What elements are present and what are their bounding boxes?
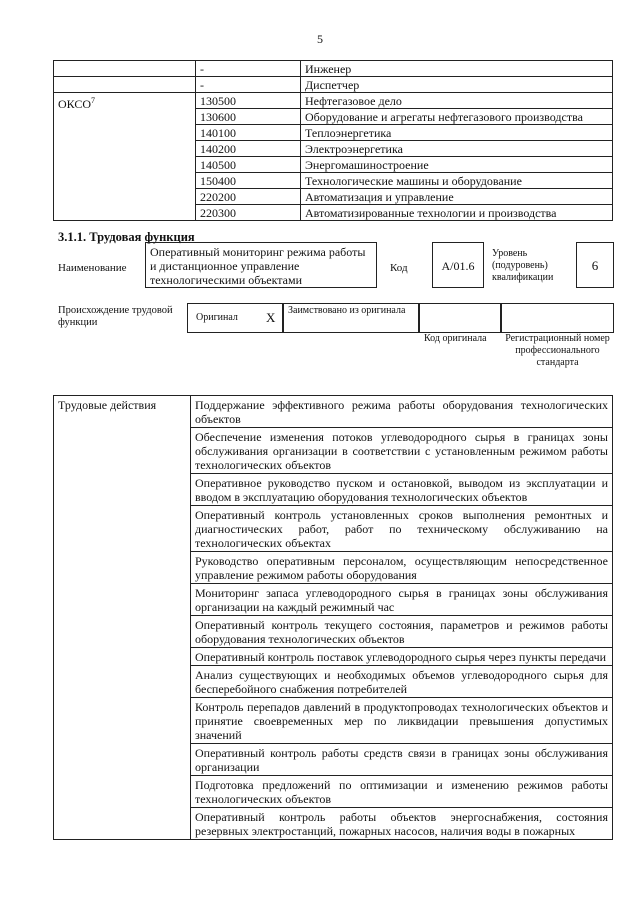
empty-cell <box>54 61 196 77</box>
okso-name: Оборудование и агрегаты нефтегазового производства <box>301 109 613 125</box>
okso-name: Диспетчер <box>301 77 613 93</box>
actions-table <box>53 395 613 840</box>
action-item: Оперативный контроль поставок углеводородного сырья через пункты передачи <box>191 648 613 666</box>
action-item: Руководство оперативным персоналом, осуществляющим непосредственное управление режимом работы оборудования <box>191 552 613 584</box>
original-mark: X <box>266 310 276 325</box>
action-row <box>54 396 613 428</box>
level-value: 6 <box>576 242 614 288</box>
level-label: Уровень (подуровень) квалификации <box>492 248 554 283</box>
okso-name: Нефтегазовое дело <box>301 93 613 109</box>
original-label: Оригинал <box>196 312 238 323</box>
action-item: Анализ существующих и необходимых объемов углеводородного сырья для бесперебойного снабжения потребителей <box>191 666 613 698</box>
okso-code: 140200 <box>196 141 301 157</box>
action-item: Контроль перепадов давлений в продуктопроводах технологических объектов и принятие своевременных мер по ликвидации превышения допустимых значений <box>191 698 613 744</box>
code-original-cell <box>419 303 501 333</box>
okso-name: Автоматизация и управление <box>301 189 613 205</box>
okso-code: 130600 <box>196 109 301 125</box>
action-item: Обеспечение изменения потоков углеводородного сырья в границах зоны обслуживания организации в соответствии с установленным режимом работы технологических объектов <box>191 428 613 474</box>
okso-name: Автоматизированные технологии и производства <box>301 205 613 221</box>
okso-code: 130500 <box>196 93 301 109</box>
action-item: Подготовка предложений по оптимизации и изменению режимов работы технологических объектов <box>191 776 613 808</box>
okso-pre-row <box>54 77 613 93</box>
okso-code: 220300 <box>196 205 301 221</box>
actions-label: Трудовые действия <box>54 396 191 840</box>
okso-code: - <box>196 77 301 93</box>
okso-code: 220200 <box>196 189 301 205</box>
code-original-caption: Код оригинала <box>424 333 487 344</box>
function-name-value: Оперативный мониторинг режима работы и дистанционное управление технологическими объектами <box>145 242 377 288</box>
function-code-value: А/01.6 <box>432 242 484 288</box>
action-item: Оперативный контроль работы средств связи в границах зоны обслуживания организации <box>191 744 613 776</box>
okso-code: 140100 <box>196 125 301 141</box>
okso-row <box>54 93 613 109</box>
empty-cell <box>54 77 196 93</box>
reg-number-caption: Регистрационный номер профессионального стандарта <box>505 333 610 368</box>
section-title: 3.1.1. Трудовая функция <box>58 230 195 244</box>
action-item: Оперативный контроль работы объектов энергоснабжения, состояния резервных электростанций, пожарных насосов, наличия воды в пожарных <box>191 808 613 840</box>
code-label: Код <box>390 262 408 274</box>
page-number: 5 <box>317 32 323 46</box>
action-item: Мониторинг запаса углеводородного сырья в границах зоны обслуживания организации на каждый режимный час <box>191 584 613 616</box>
okso-footnote: 7 <box>91 96 96 105</box>
action-item: Оперативный контроль установленных сроков выполнения ремонтных и диагностических работ, работ по техническому обслуживанию на технологических объектах <box>191 506 613 552</box>
okso-code: 140500 <box>196 157 301 173</box>
okso-pre-row <box>54 61 613 77</box>
action-item: Оперативный контроль текущего состояния, параметров и режимов работы оборудования технологических объектов <box>191 616 613 648</box>
name-label: Наименование <box>58 262 127 274</box>
okso-name: Технологические машины и оборудование <box>301 173 613 189</box>
action-item: Оперативное руководство пуском и остановкой, выводом из эксплуатации и вводом в эксплуатацию оборудования технологических объектов <box>191 474 613 506</box>
okso-code: - <box>196 61 301 77</box>
okso-table <box>53 60 613 221</box>
borrowed-cell: Заимствовано из оригинала <box>283 303 419 333</box>
original-cell <box>187 303 283 333</box>
reg-number-cell <box>501 303 614 333</box>
okso-label: ОКСО <box>58 97 92 111</box>
okso-name: Теплоэнергетика <box>301 125 613 141</box>
okso-name: Энергомашиностроение <box>301 157 613 173</box>
okso-name: Инженер <box>301 61 613 77</box>
okso-code: 150400 <box>196 173 301 189</box>
okso-label-cell <box>54 93 196 221</box>
origin-label: Происхождение трудовой функции <box>58 305 173 328</box>
okso-name: Электроэнергетика <box>301 141 613 157</box>
action-item: Поддержание эффективного режима работы оборудования технологических объектов <box>191 396 613 428</box>
